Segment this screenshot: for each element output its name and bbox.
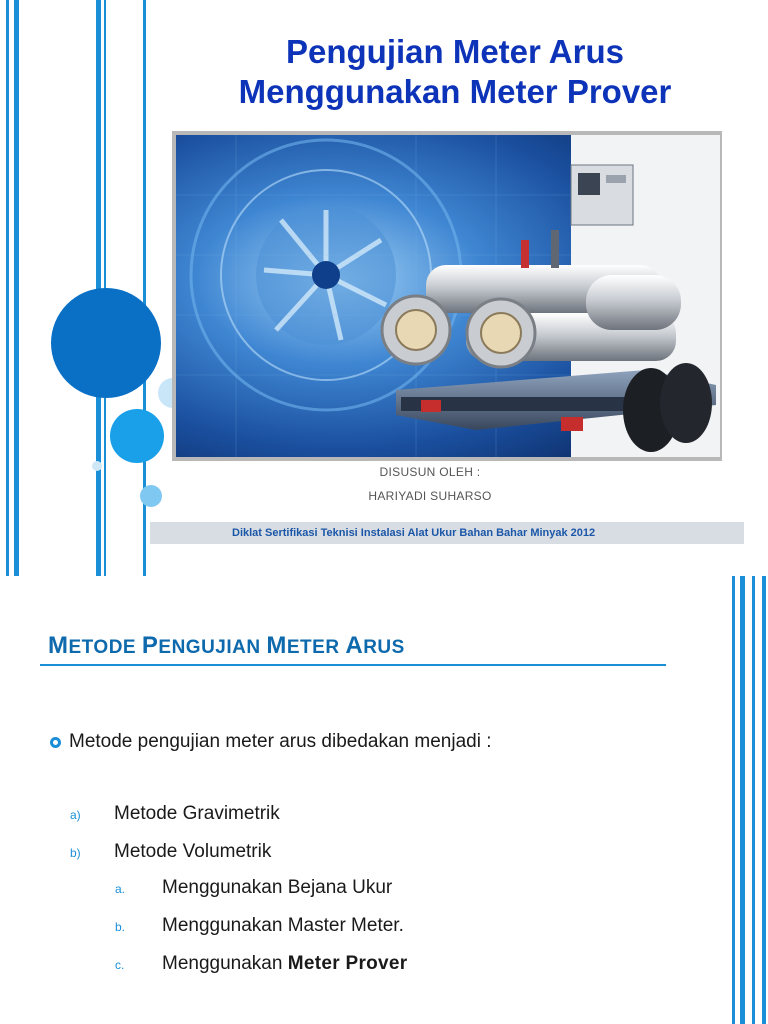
heading-cap: A	[345, 632, 364, 659]
sub-list-marker: b.	[115, 920, 126, 934]
list-item-text: Metode Gravimetrik	[114, 803, 280, 824]
sub-list-item-plain: Menggunakan	[162, 953, 288, 974]
author-name: HARIYADI SUHARSO	[368, 489, 492, 503]
list-item-text: Metode Volumetrik	[114, 841, 272, 862]
meter-prover-photo	[176, 135, 720, 457]
decorative-circle-dot	[92, 461, 102, 471]
bullet-text: Metode pengujian meter arus dibedakan menjadi :	[69, 731, 492, 752]
sub-list-item-bold: Meter Prover	[287, 953, 408, 974]
sub-list-marker: c.	[115, 958, 125, 972]
content-slide	[0, 576, 768, 1024]
slide-title	[170, 32, 740, 112]
sub-list-item-text	[162, 953, 407, 975]
slide-heading	[48, 632, 405, 660]
sub-list-item-text: Menggunakan Bejana Ukur	[162, 877, 393, 898]
bullet-item	[48, 731, 492, 753]
left-stripe	[6, 0, 9, 576]
ring-bullet-icon	[50, 737, 61, 748]
sub-list-marker: a.	[115, 882, 126, 896]
title-line-2: Menggunakan Meter Prover	[238, 73, 672, 110]
heading-underline	[40, 664, 666, 666]
heading-rest: ETODE	[68, 637, 137, 658]
right-stripe	[740, 576, 745, 1024]
right-stripe	[752, 576, 755, 1024]
title-line-1: Pengujian Meter Arus	[285, 33, 624, 70]
right-stripe	[762, 576, 766, 1024]
heading-rest: RUS	[363, 637, 405, 658]
heading-rest: ENGUJIAN	[158, 637, 261, 658]
sub-list-item-text: Menggunakan Master Meter.	[162, 915, 404, 936]
list-item	[70, 841, 271, 863]
list-marker: b)	[70, 846, 81, 860]
list-marker: a)	[70, 808, 81, 822]
sub-list-item	[115, 877, 392, 899]
left-stripe	[14, 0, 19, 576]
sub-list-item	[115, 953, 407, 975]
decorative-circle-large	[51, 288, 161, 398]
footer-band: Diklat Sertifikasi Teknisi Instalasi Alat Ukur Bahan Bahar Minyak 2012	[150, 522, 744, 544]
heading-rest: ETER	[286, 637, 340, 658]
sub-list-item	[115, 915, 404, 937]
author-label: DISUSUN OLEH :	[379, 465, 481, 479]
heading-cap: M	[266, 632, 287, 659]
list-item	[70, 803, 280, 825]
heading-cap: M	[48, 632, 69, 659]
heading-cap: P	[141, 632, 159, 659]
decorative-circle-medium	[110, 409, 164, 463]
decorative-circle-small	[140, 485, 162, 507]
right-stripe	[732, 576, 735, 1024]
